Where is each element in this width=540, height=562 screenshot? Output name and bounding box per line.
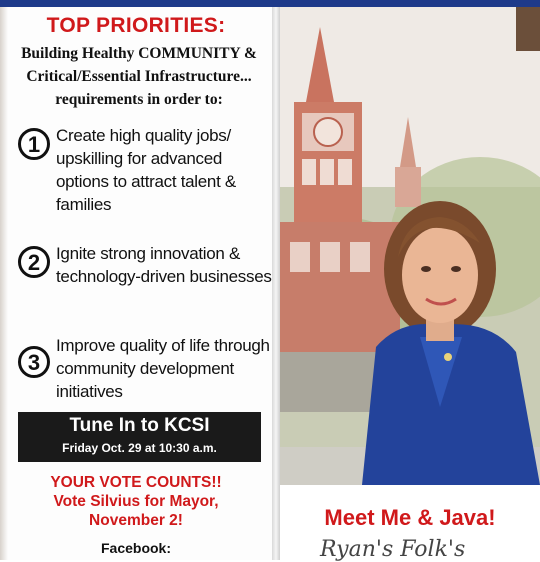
vote-message — [0, 473, 272, 530]
tune-in-banner — [18, 412, 261, 462]
priorities-title: TOP PRIORITIES: — [46, 14, 226, 37]
priority-text-3: Improve quality of life through community development initiatives — [56, 336, 270, 401]
vote-line-1: YOUR VOTE COUNTS!! — [50, 474, 222, 491]
number-badge-3: 3 — [18, 346, 50, 378]
meet-heading: Meet Me & Java! — [324, 505, 496, 530]
meet-section — [280, 485, 540, 560]
corner-frame — [516, 7, 540, 51]
number-badge-2: 2 — [18, 246, 50, 278]
vote-line-2: Vote Silvius for Mayor, — [53, 493, 219, 510]
priority-text-2: Ignite strong innovation & technology-driven businesses — [56, 244, 272, 286]
vote-line-3: November 2! — [89, 512, 183, 529]
tune-in-details: Friday Oct. 29 at 10:30 a.m. — [62, 441, 217, 455]
candidate-photo — [280, 7, 540, 485]
priority-text-1: Create high quality jobs/ upskilling for advanced options to attract talent & families — [56, 126, 236, 214]
priorities-intro: Building Healthy COMMUNITY & Critical/Essential Infrastructure... requirements in order to: — [21, 45, 257, 108]
facebook-label: Facebook: — [100, 540, 171, 556]
panel-divider — [272, 7, 280, 560]
number-badge-1: 1 — [18, 128, 50, 160]
candidate-photo-illustration — [280, 7, 540, 485]
cafe-logo-text: Ryan's Folk's — [320, 537, 466, 562]
top-border-bar — [0, 0, 540, 7]
tune-in-heading: Tune In to KCSI — [69, 415, 210, 436]
